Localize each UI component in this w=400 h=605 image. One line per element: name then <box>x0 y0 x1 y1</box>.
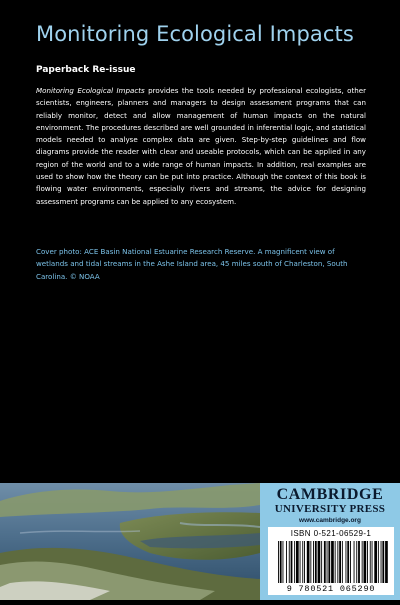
barcode-bar <box>382 541 384 583</box>
book-title: Monitoring Ecological Impacts <box>36 22 354 46</box>
barcode-bar <box>347 541 349 583</box>
barcode-bar <box>324 541 326 583</box>
barcode-bar <box>346 541 347 583</box>
wetland-aerial-image <box>0 483 260 600</box>
barcode-bar <box>321 541 322 583</box>
barcode-bar <box>385 541 388 583</box>
barcode-bar <box>291 541 293 583</box>
barcode-bar <box>296 541 299 583</box>
barcode-bar <box>335 541 336 583</box>
barcode-bar <box>372 541 373 583</box>
barcode-bar <box>294 541 295 583</box>
barcode-bar <box>342 541 343 583</box>
barcode-bar <box>283 541 284 583</box>
barcode-bar <box>280 541 282 583</box>
barcode-bar <box>328 541 330 583</box>
book-description <box>36 85 366 208</box>
barcode-bar <box>339 541 341 583</box>
barcode-bar <box>378 541 379 583</box>
barcode-bar <box>286 541 287 583</box>
barcode-bar <box>381 541 382 583</box>
barcode-bar <box>313 541 314 583</box>
barcode-bar <box>367 541 368 583</box>
barcode-bar <box>289 541 290 583</box>
publisher-name: CAMBRIDGE <box>276 486 384 503</box>
isbn-number: ISBN 0-521-06529-1 <box>290 529 372 538</box>
barcode-box <box>268 527 394 595</box>
barcode-bar <box>370 541 371 583</box>
barcode-bar <box>278 541 279 583</box>
ean-digits: 9 780521 065290 <box>286 584 376 594</box>
barcode-bar <box>304 541 305 583</box>
publisher-panel <box>260 483 400 600</box>
barcode-bar <box>315 541 317 583</box>
barcode-bar <box>302 541 303 583</box>
barcode-bar <box>327 541 328 583</box>
barcode-bar <box>354 541 355 583</box>
publisher-website: www.cambridge.org <box>299 517 361 524</box>
publisher-name-line2: UNIVERSITY PRESS <box>274 503 386 515</box>
barcode-bar <box>356 541 357 583</box>
barcode-bar <box>318 541 321 583</box>
barcode-bar <box>358 541 360 583</box>
cover-photo-credit: Cover photo: ACE Basin National Estuarine Research Reserve. A magnificent view of wetlands and tidal streams in the Ashe Island area, 45 miles south of Charleston, South Carolina. © NOAA <box>36 247 348 281</box>
cover-photo <box>0 483 260 600</box>
barcode-bar <box>364 541 367 583</box>
barcode-bar <box>300 541 301 583</box>
barcode-bar <box>310 541 311 583</box>
barcode-bar <box>362 541 363 583</box>
description-body: provides the tools needed by professional ecologists, other scientists, engineers, planners and managers to design assessment programs that can reliably monitor, detect and allow management of human impacts on the natural environment. The procedures described are well grounded in inferential logic, and statistical models needed to analyse complex data are given. Step-by-step guidelines and flow diagrams provide the reader with clear and useable protocols, which can be applied in any region of the world and to a wide range of human impacts. In addition, real examples are used to show how the theory can be put into practice. Although the context of this book is flowing water environments, especially rivers and streams, the advice for designing assessment programs can be applied to any ecosystem. <box>36 86 367 206</box>
barcode-bar <box>331 541 334 583</box>
barcode-bar <box>307 541 310 583</box>
edition-label: Paperback Re-issue <box>36 65 136 75</box>
barcode-icon <box>268 541 394 583</box>
barcode-bar <box>374 541 377 583</box>
barcode-bar <box>337 541 338 583</box>
book-title-inline: Monitoring Ecological Impacts <box>36 86 145 95</box>
barcode-bar <box>350 541 351 583</box>
